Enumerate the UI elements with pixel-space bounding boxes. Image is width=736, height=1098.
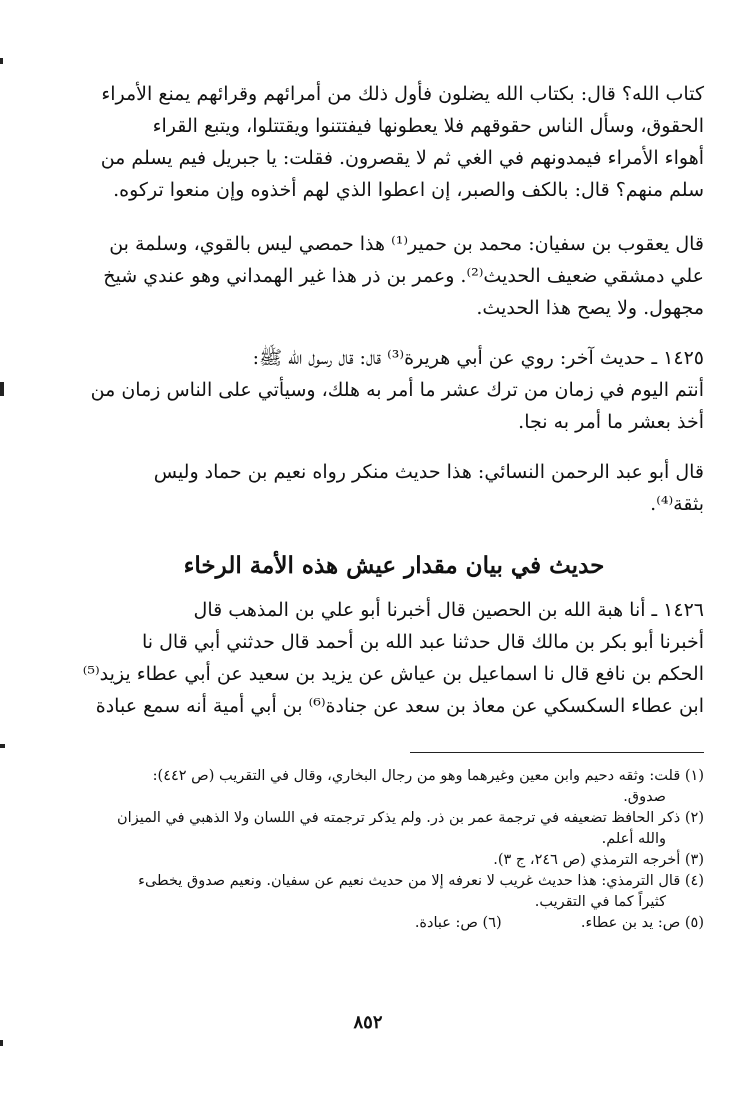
paragraph-line: أخذ بعشر ما أمر به نجا. [518,411,704,433]
footnote-1: (١) قلت: وثقه دحيم وابن معين وغيرهما وهو من رجال البخاري، وقال في التقريب (ص ٤٤٢): [152,768,704,784]
paragraph-line: الحقوق، وسأل الناس حقوقهم فلا يعطونها فيفتتنوا ويقتتلوا، ويتبع القراء [152,115,704,137]
paragraph-line: قال يعقوب بن سفيان: محمد بن حمير⁽¹⁾ هذا حمصي ليس بالقوي، وسلمة بن [109,233,704,255]
margin-mark-middle [0,382,4,396]
paragraph-1 [84,78,704,206]
footnote-3: (٣) أخرجه الترمذي (ص ٢٤٦، ج ٣). [493,852,704,868]
paragraph-line: مجهول. ولا يصح هذا الحديث. [476,297,704,319]
footnote-4-continuation: كثيراً كما في التقريب. [534,894,666,910]
footnote-2: (٢) ذكر الحافظ تضعيفه في ترجمة عمر بن ذر. ولم يذكر ترجمته في اللسان ولا الذهبي في الميزان [117,810,704,826]
paragraph-line: كتاب الله؟ قال: بكتاب الله يضلون فأول ذلك من أمرائهم وقرائهم يمنع الأمراء [101,83,704,105]
section-heading: حديث في بيان مقدار عيش هذه الأمة الرخاء [183,552,605,579]
footnote-separator [410,752,704,753]
paragraph-line: سلم منهم؟ قال: بالكف والصبر، إن اعطوا الذي لهم أخذوه وإن منعوا تركوه. [113,179,704,201]
paragraph-line: ابن عطاء السكسكي عن معاذ بن سعد عن جنادة⁽⁶⁾ بن أبي أمية أنه سمع عبادة [95,695,704,717]
margin-mark-bottom [0,1040,3,1046]
paragraph-line: أهواء الأمراء فيمدونهم في الغي ثم لا يقصرون. فقلت: يا جبريل فيم يسلم من [100,147,704,169]
paragraph-line: ١٤٢٦ ـ أنا هبة الله بن الحصين قال أخبرنا أبو علي بن المذهب قال [193,599,704,621]
paragraph-line: أخبرنا أبو بكر بن مالك قال حدثنا عبد الله بن أحمد قال حدثني أبي قال نا [141,631,704,653]
paragraph-line: الحكم بن نافع قال نا اسماعيل بن عياش عن يزيد بن سعيد عن أبي عطاء يزيد⁽⁵⁾ [82,663,704,685]
footnote-1-continuation: صدوق. [623,789,666,805]
paragraph-line: أنتم اليوم في زمان من ترك عشر ما أمر به هلك، وسيأتي على الناس زمان من [90,379,704,401]
paragraph-line: قال أبو عبد الرحمن النسائي: هذا حديث منكر رواه نعيم بن حماد وليس [153,461,704,483]
margin-mark-lower [0,744,5,748]
paragraph-4 [84,456,704,520]
footnotes [84,766,704,934]
footnote-5: (٥) ص: يد بن عطاء. [580,915,704,931]
paragraph-3-hadith-1425 [84,342,704,438]
paragraph-line: علي دمشقي ضعيف الحديث⁽²⁾. وعمر بن ذر هذا غير الهمداني وهو عندي شيخ [103,265,704,287]
footnote-2-continuation: والله أعلم. [601,831,666,847]
footnote-5-6-row [84,913,704,934]
paragraph-2 [84,228,704,324]
margin-mark-top [0,58,3,64]
page-number: ٨٥٢ [353,1012,383,1033]
paragraph-line: بثقة⁽⁴⁾. [650,493,704,515]
paragraph-line: ١٤٢٥ ـ حديث آخر: روي عن أبي هريرة⁽³⁾ قال: قال رسول الله ﷺ: [252,347,704,369]
paragraph-hadith-1426 [84,594,704,722]
footnote-6: (٦) ص: عبادة. [414,915,502,931]
footnote-4: (٤) قال الترمذي: هذا حديث غريب لا نعرفه إلا من حديث نعيم عن سفيان. ونعيم صدوق يخطىء [138,873,704,889]
